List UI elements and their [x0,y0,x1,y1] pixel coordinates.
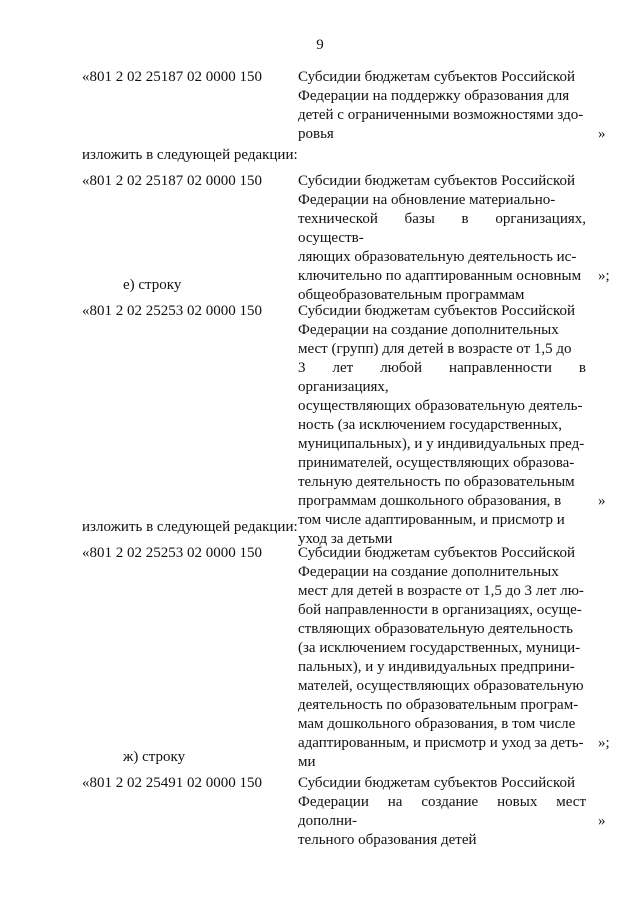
budget-code: «801 2 02 25253 02 0000 150 [82,303,262,319]
budget-code: «801 2 02 25253 02 0000 150 [82,545,262,561]
closing-quote: » [598,813,606,829]
closing-quote: » [598,126,606,142]
budget-code: «801 2 02 25187 02 0000 150 [82,69,262,85]
budget-description: Субсидии бюджетам субъектов Российской Федерации на создание новых мест дополни- тельного образования детей [298,775,586,848]
budget-description: Субсидии бюджетам субъектов Российской Федерации на поддержку образования для детей с ограниченными возможностями здо- ровья [298,69,584,142]
budget-description: Субсидии бюджетам субъектов Российской Федерации на создание дополнительных мест (групп) для детей в возрасте от 1,5 до 3 лет любой направленности в организациях, осуществляющих образовательную деятель- ность (за исключением государственных, муниципальных), и у индивидуальных пред- принимателей, осуществляющих образова- тельную деятельность по образовательным программам дошкольного образования, в том числе адаптированным, и присмотр и уход за детьми [298,303,586,547]
page-number: 9 [316,37,324,53]
closing-quote: »; [598,268,610,284]
budget-description: Субсидии бюджетам субъектов Российской Федерации на обновление материально- технической базы в организациях, осуществ- ляющих образовательную деятельность ис- ключительно по адаптированным основным общеобразовательным программам [298,173,586,303]
subpoint-label: ж) строку [123,749,186,765]
instruction-text: изложить в следующей редакции: [82,519,298,535]
instruction-text: изложить в следующей редакции: [82,147,298,163]
closing-quote: » [598,493,606,509]
budget-code: «801 2 02 25491 02 0000 150 [82,775,262,791]
subpoint-label: е) строку [123,277,182,293]
budget-description: Субсидии бюджетам субъектов Российской Федерации на создание дополнительных мест для детей в возрасте от 1,5 до 3 лет лю- бой направленности в организациях, осуще- ствляющих образовательную деятельность (за исключением государственных, муници- пальных), и у индивидуальных предприни- мателей, осуществляющих образовательную деятельность по образовательным програм- мам дошкольного образования, в том числе адаптированным, и присмотр и уход за деть- ми [298,545,584,770]
closing-quote: »; [598,735,610,751]
budget-code: «801 2 02 25187 02 0000 150 [82,173,262,189]
